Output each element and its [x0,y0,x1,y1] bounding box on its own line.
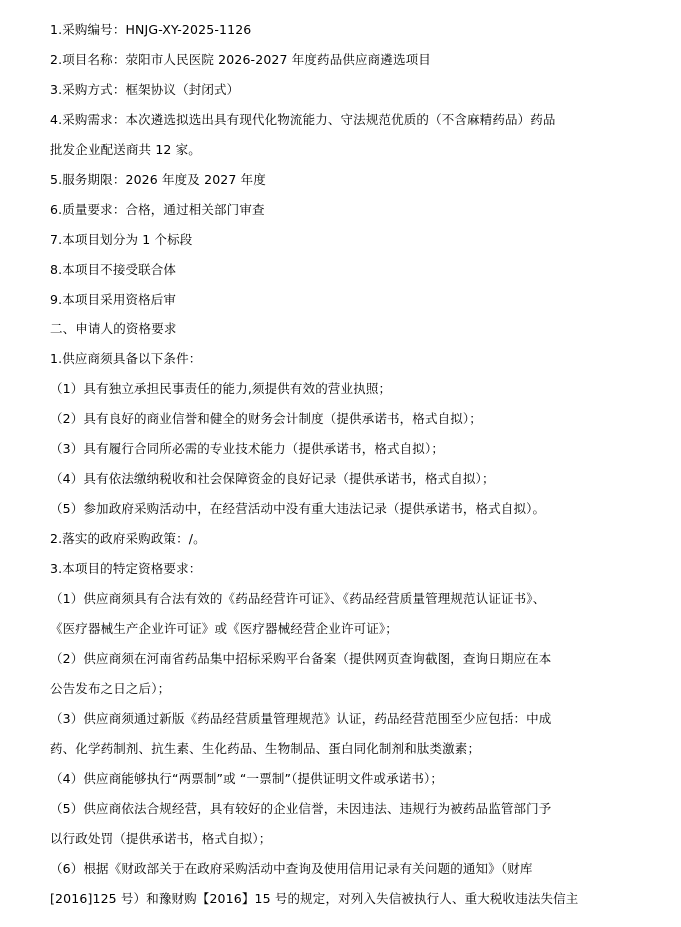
doc-line-condition-5: （5）参加政府采购活动中，在经营活动中没有重大违法记录（提供承诺书，格式自拟）。 [50,501,546,516]
doc-line-specific-1: （1）供应商须具有合法有效的《药品经营许可证》、《药品经营质量管理规范认证证书》、 [50,591,546,606]
doc-line-condition-1: （1）具有独立承担民事责任的能力,须提供有效的营业执照； [50,381,392,396]
doc-line-conditions: 1.供应商须具备以下条件： [50,351,202,366]
doc-line-post-review: 9.本项目采用资格后审 [50,292,177,307]
doc-line-no-consortium: 8.本项目不接受联合体 [50,262,177,277]
doc-line-project-name: 2.项目名称：荥阳市人民医院 2026-2027 年度药品供应商遴选项目 [50,52,431,67]
doc-line-specific-reqs: 3.本项目的特定资格要求： [50,561,202,576]
doc-line-condition-4: （4）具有依法缴纳税收和社会保障资金的良好记录（提供承诺书，格式自拟）； [50,471,495,486]
doc-line-procurement-number: 1.采购编号：HNJG-XY-2025-1126 [50,22,252,37]
doc-line-specific-3-cont: 药、化学药制剂、抗生素、生化药品、生物制品、蛋白同化制剂和肽类激素； [50,741,481,756]
doc-line-policy: 2.落实的政府采购政策：/。 [50,531,206,546]
doc-line-condition-2: （2）具有良好的商业信誉和健全的财务会计制度（提供承诺书，格式自拟）； [50,411,482,426]
doc-line-procurement-need-cont: 批发企业配送商共 12 家。 [50,142,201,157]
doc-line-specific-4: （4）供应商能够执行“两票制”或 “一票制”（提供证明文件或承诺书）； [50,771,444,786]
doc-line-specific-5: （5）供应商依法合规经营，具有较好的企业信誉，未因违法、违规行为被药品监管部门予 [50,801,552,816]
doc-line-specific-6-cont: [2016]125 号）和豫财购【2016】15 号的规定，对列入失信被执行人、重大税收违法失信主 [50,891,579,906]
doc-line-specific-1-cont: 《医疗器械生产企业许可证》或《医疗器械经营企业许可证》； [50,621,398,636]
doc-line-procurement-need: 4.采购需求：本次遴选拟选出具有现代化物流能力、守法规范优质的（不含麻精药品）药品 [50,112,556,127]
doc-line-lots: 7.本项目划分为 1 个标段 [50,232,193,247]
doc-line-specific-5-cont: 以行政处罚（提供承诺书，格式自拟）； [50,831,272,846]
doc-line-specific-6: （6）根据《财政部关于在政府采购活动中查询及使用信用记录有关问题的通知》（财库 [50,861,533,876]
doc-line-specific-2: （2）供应商须在河南省药品集中招标采购平台备案（提供网页查询截图，查询日期应在本 [50,651,552,666]
section-heading-qualifications: 二、申请人的资格要求 [50,321,177,336]
doc-line-procurement-method: 3.采购方式：框架协议（封闭式） [50,82,240,97]
doc-line-specific-3: （3）供应商须通过新版《药品经营质量管理规范》认证，药品经营范围至少应包括：中成 [50,711,552,726]
doc-line-service-period: 5.服务期限：2026 年度及 2027 年度 [50,172,266,187]
doc-line-quality: 6.质量要求：合格，通过相关部门审查 [50,202,265,217]
doc-line-specific-2-cont: 公告发布之日之后）； [50,681,171,696]
doc-line-condition-3: （3）具有履行合同所必需的专业技术能力（提供承诺书，格式自拟）； [50,441,445,456]
